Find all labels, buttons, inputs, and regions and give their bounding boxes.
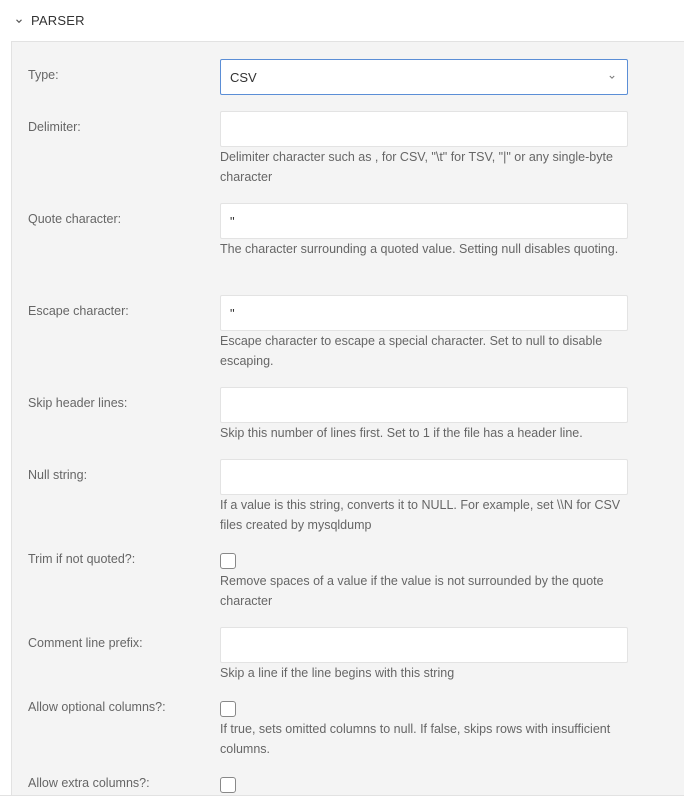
- allow-extra-columns-checkbox[interactable]: [220, 777, 236, 793]
- quote-character-label: Quote character:: [28, 212, 122, 226]
- comment-line-prefix-label: Comment line prefix:: [28, 636, 143, 650]
- allow-optional-columns-label: Allow optional columns?:: [28, 700, 166, 714]
- delimiter-label: Delimiter:: [28, 120, 81, 134]
- type-select[interactable]: [220, 59, 628, 95]
- allow-extra-columns-label: Allow extra columns?:: [28, 776, 150, 790]
- null-string-label: Null string:: [28, 468, 88, 482]
- null-string-input[interactable]: [220, 459, 628, 495]
- quote-character-help: The character surrounding a quoted value. Setting null disables quoting.: [220, 242, 619, 256]
- type-select-value: CSV: [230, 69, 257, 85]
- skip-header-lines-label: Skip header lines:: [28, 396, 128, 410]
- allow-optional-columns-help: If true, sets omitted columns to null. If false, skips rows with insufficient columns.: [220, 722, 611, 756]
- chevron-down-icon[interactable]: [15, 17, 23, 25]
- bottom-divider: [0, 795, 684, 796]
- chevron-down-icon: [608, 73, 616, 81]
- parser-section-header[interactable]: [0, 0, 684, 41]
- trim-if-not-quoted-checkbox[interactable]: [220, 553, 236, 569]
- trim-if-not-quoted-label: Trim if not quoted?:: [28, 552, 136, 566]
- skip-header-lines-input[interactable]: [220, 387, 628, 423]
- allow-optional-columns-checkbox[interactable]: [220, 701, 236, 717]
- escape-character-help: Escape character to escape a special character. Set to null to disable escaping.: [220, 334, 603, 368]
- delimiter-input[interactable]: [220, 111, 628, 147]
- comment-line-prefix-help: Skip a line if the line begins with this string: [220, 666, 455, 680]
- parser-panel: [11, 41, 684, 795]
- escape-character-input[interactable]: [220, 295, 628, 331]
- comment-line-prefix-input[interactable]: [220, 627, 628, 663]
- type-label: Type:: [28, 68, 59, 82]
- trim-if-not-quoted-help: Remove spaces of a value if the value is not surrounded by the quote character: [220, 574, 604, 608]
- quote-character-input[interactable]: [220, 203, 628, 239]
- skip-header-lines-help: Skip this number of lines first. Set to 1 if the file has a header line.: [220, 426, 583, 440]
- section-title: PARSER: [31, 13, 85, 28]
- delimiter-help: Delimiter character such as , for CSV, "\t" for TSV, "|" or any single-byte character: [220, 150, 613, 184]
- null-string-help: If a value is this string, converts it to NULL. For example, set \\N for CSV files created by mysqldump: [220, 498, 621, 532]
- escape-character-label: Escape character:: [28, 304, 129, 318]
